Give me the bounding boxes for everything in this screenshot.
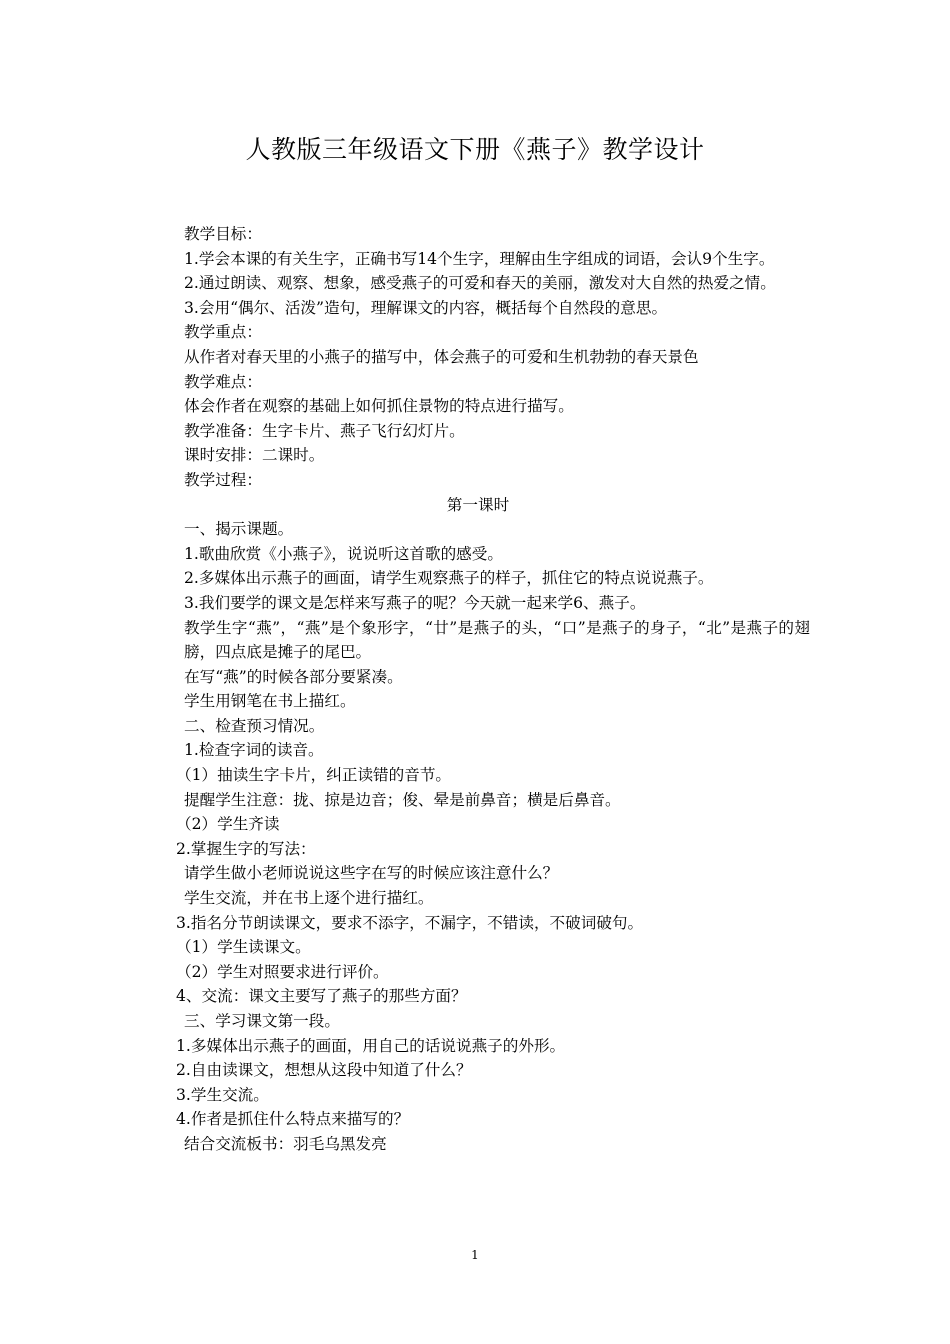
paragraph: 3.我们要学的课文是怎样来写燕子的呢？今天就一起来学6、燕子。 [184,593,646,612]
paragraph: 1.歌曲欣赏《小燕子》，说说听这首歌的感受。 [184,544,503,563]
paragraph: 一、揭示课题。 [184,520,294,539]
paragraph: 教学难点： [184,372,262,391]
paragraph: 3.学生交流。 [176,1085,269,1104]
paragraph: 三、学习课文第一段。 [184,1012,340,1030]
paragraph: 2.通过朗读、观察、想象，感受燕子的可爱和春天的美丽，激发对大自然的热爱之情。 [184,274,776,293]
paragraph: 2.多媒体出示燕子的画面，请学生观察燕子的样子，抓住它的特点说说燕子。 [184,569,714,588]
paragraph: 在写“燕”的时候各部分要紧凑。 [184,667,403,686]
paragraph: 学生交流，并在书上逐个进行描红。 [184,889,434,908]
paragraph: 教学重点： [184,323,262,342]
paragraph: 4.作者是抓住什么特点来描写的？ [176,1110,410,1129]
paragraph: 3.会用“偶尔、活泼”造句，理解课文的内容，概括每个自然段的意思。 [184,298,668,317]
paragraph: 1.检查字词的读音。 [184,741,324,760]
paragraph: 课时安排：二课时。 [184,446,325,465]
paragraph: 4、交流：课文主要写了燕子的那些方面？ [176,987,467,1006]
paragraph: （2）学生齐读 [176,815,280,834]
paragraph: （1）学生读课文。 [176,938,311,957]
paragraph: 请学生做小老师说说这些字在写的时候应该注意什么？ [184,864,559,883]
document-body [146,222,810,1157]
paragraph: 教学生字“燕”，“燕”是个象形字，“廿”是燕子的头，“口”是燕子的身子，“北”是燕子的翅膀，四点底是摊子的尾巴。 [184,618,810,662]
page-number: 1 [471,1248,479,1262]
paragraph: 1.学会本课的有关生字，正确书写14个生字，理解由生字组成的词语，会认9个生字。 [184,249,775,268]
paragraph: 结合交流板书：羽毛乌黑发亮 [184,1134,387,1153]
paragraph: 2.自由读课文，想想从这段中知道了什么？ [176,1061,472,1080]
paragraph: 二、检查预习情况。 [184,716,325,735]
paragraph: 第一课时 [446,495,510,514]
paragraph: 教学过程： [184,470,262,489]
paragraph: （2）学生对照要求进行评价。 [176,962,389,981]
paragraph: 教学目标： [184,225,262,243]
paragraph: 提醒学生注意：拢、掠是边音；俊、晕是前鼻音；横是后鼻音。 [184,790,621,809]
paragraph: 2.掌握生字的写法： [176,839,316,858]
paragraph: 学生用钢笔在书上描红。 [184,692,356,711]
paragraph: 从作者对春天里的小燕子的描写中，体会燕子的可爱和生机勃勃的春天景色 [184,347,699,366]
paragraph: 3.指名分节朗读课文，要求不添字，不漏字，不错读，不破词破句。 [176,913,644,932]
paragraph: （1）抽读生字卡片，纠正读错的音节。 [176,766,452,785]
paragraph: 体会作者在观察的基础上如何抓住景物的特点进行描写。 [184,397,574,416]
paragraph: 教学准备：生字卡片、燕子飞行幻灯片。 [184,421,465,440]
paragraph: 1.多媒体出示燕子的画面，用自己的话说说燕子的外形。 [176,1036,566,1055]
document-title: 人教版三年级语文下册《燕子》教学设计 [245,135,705,164]
